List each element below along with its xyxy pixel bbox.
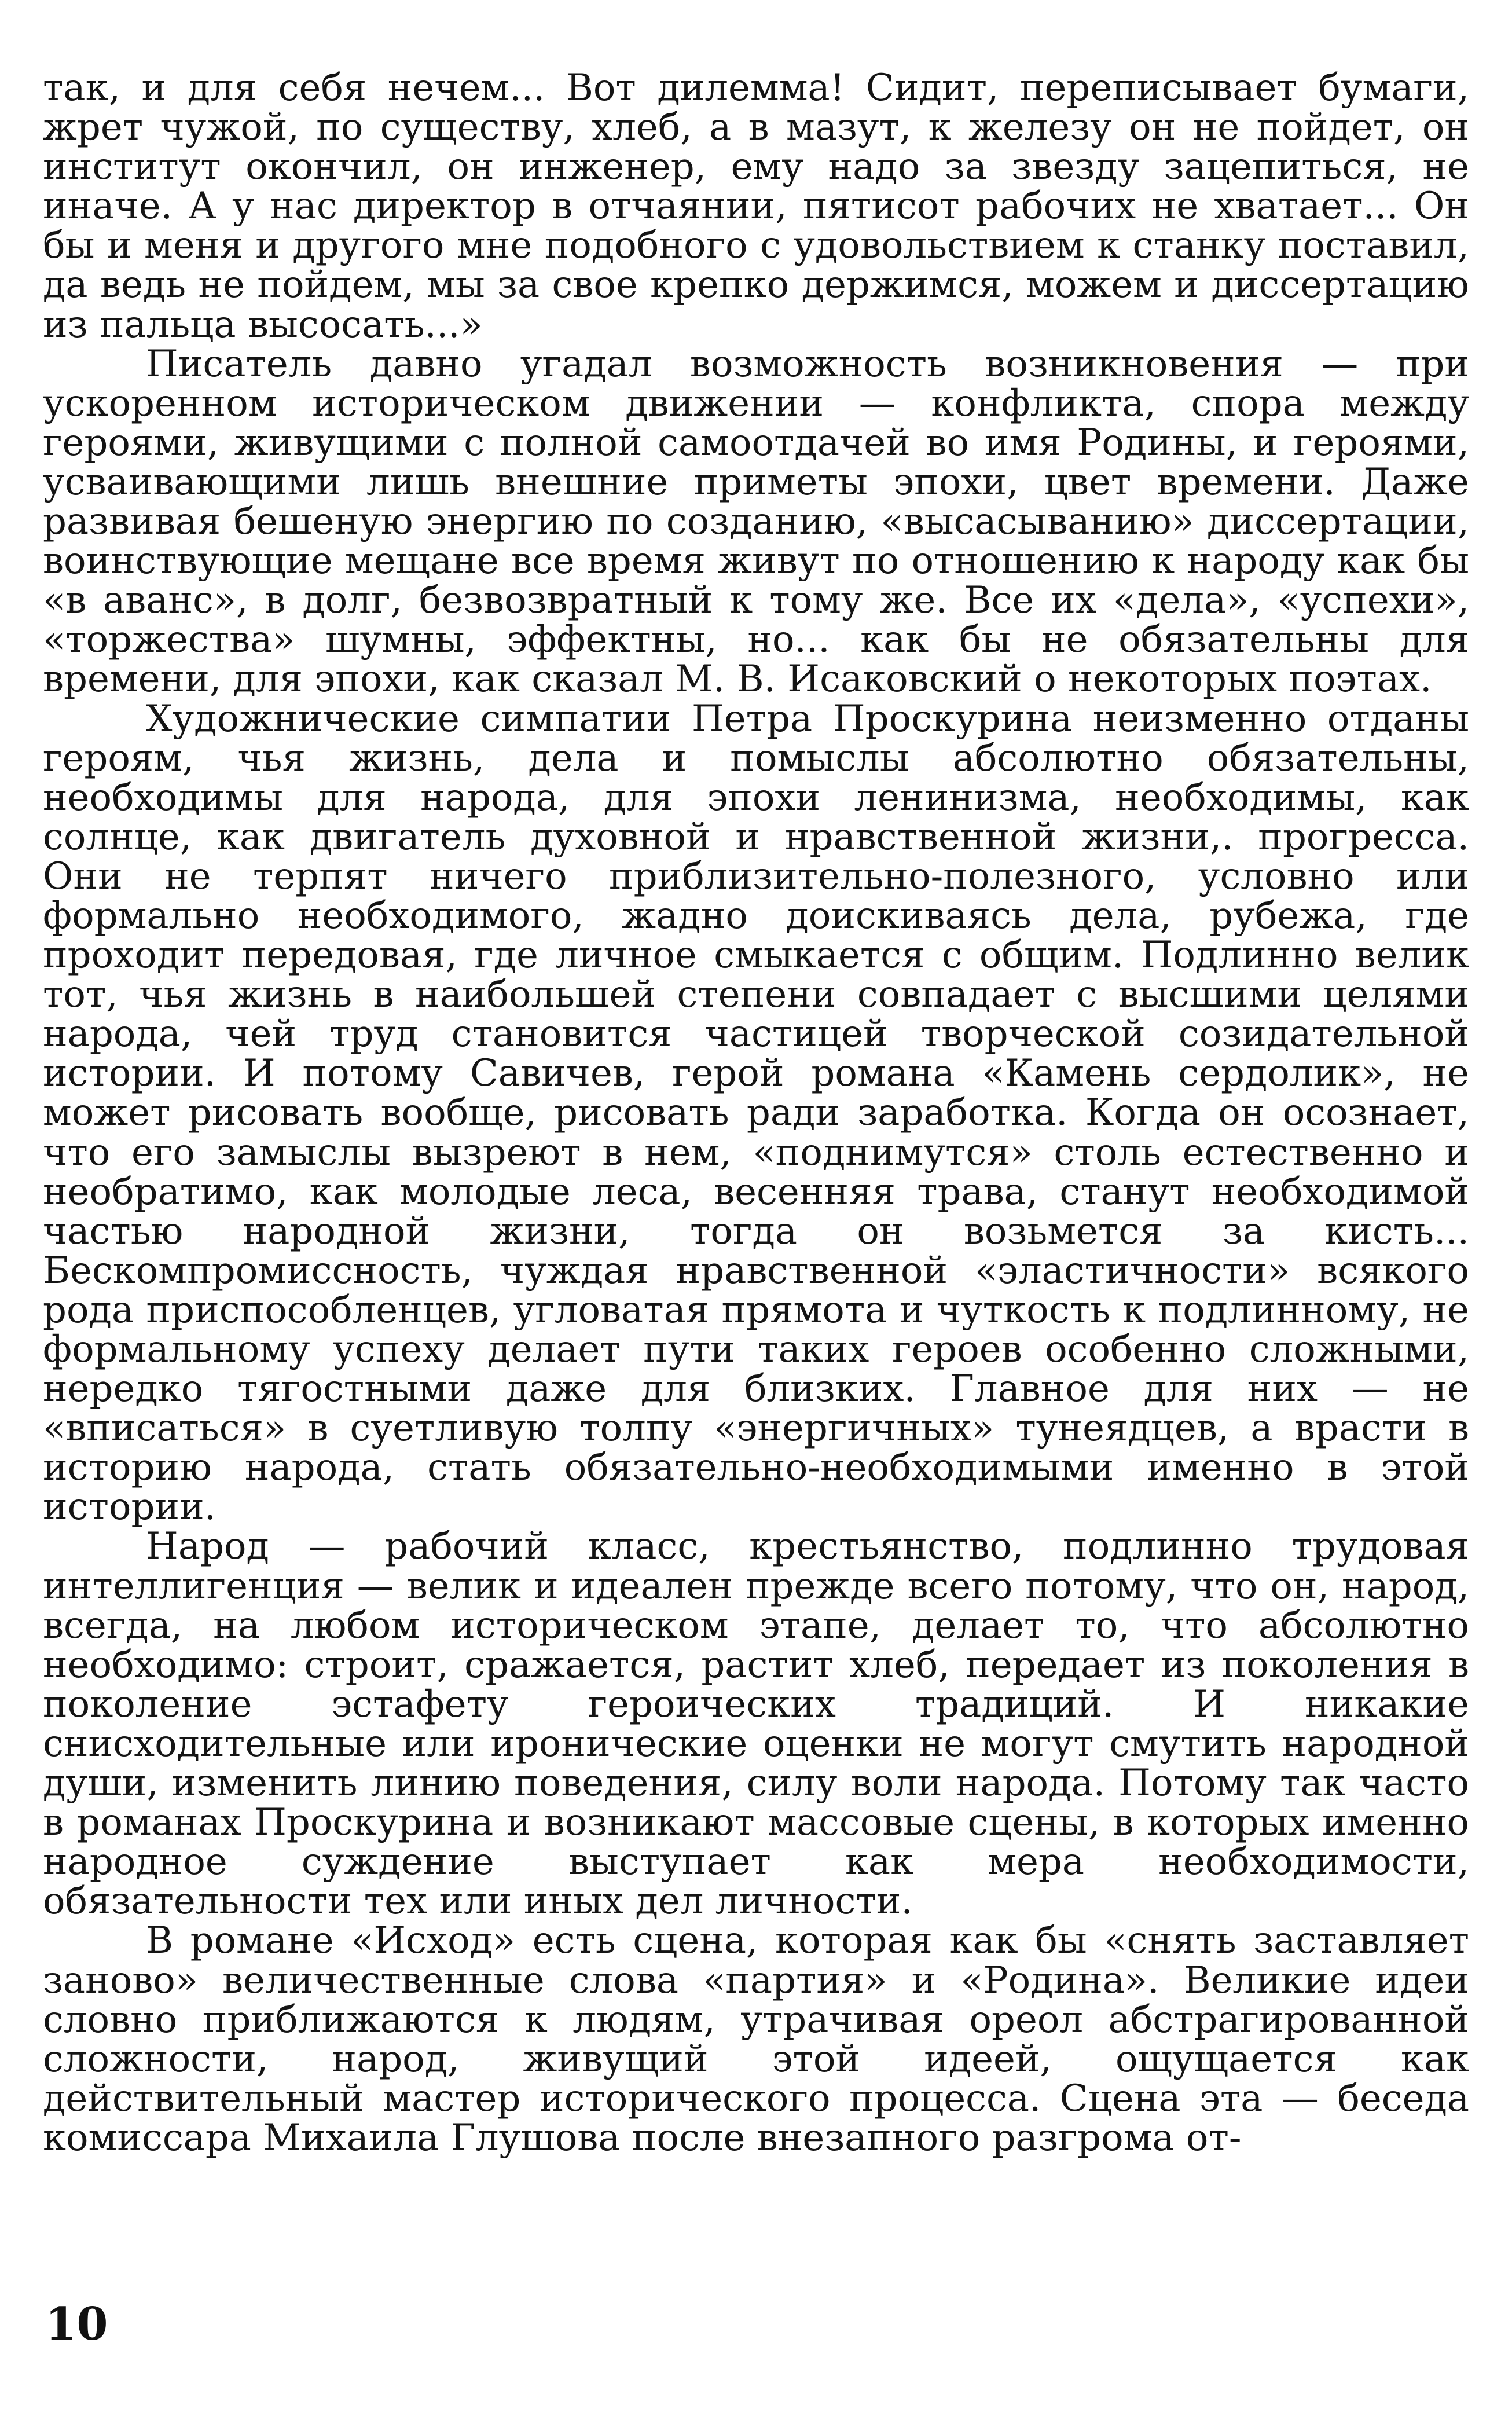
page-number: 10 (45, 2298, 108, 2351)
paragraph-continuation: так, и для себя нечем... Вот дилемма! Сидит, переписывает бумаги, жрет чужой, по существу, хлеб, а в мазут, к железу он не пойдет, он институт окончил, он инженер, ему надо за звезду зацепиться, не иначе. А у нас директор в отчаянии, пятисот рабочих не хватает... Он бы и меня и другого мне подобного с удовольствием к станку поставил, да ведь не пойдем, мы за свое крепко держимся, можем и диссертацию из пальца высосать...» (43, 67, 1469, 346)
body-text (43, 68, 1469, 2158)
paragraph-exodus-novel: В романе «Исход» есть сцена, которая как бы «снять заставляет заново» величественные слова «партия» и «Родина». Великие идеи словно приближаются к людям, утрачивая ореол абстрагированной сложности, народ, живущий этой идеей, ощущается как действительный мастер исторического процесса. Сцена эта — беседа комиссара Михаила Глушова после внезапного разгрома от- (43, 1919, 1469, 2159)
paragraph-artistic-sympathies: Художнические симпатии Петра Проскурина неизменно отданы героям, чья жизнь, дела и помыслы абсолютно обязательны, необходимы для народа, для эпохи ленинизма, необходимы, как солнце, как двигатель духовной и нравственной жизни,. прогресса. Они не терпят ничего приблизительно-полезного, условно или формально необходимого, жадно доискиваясь дела, рубежа, где проходит передовая, где личное смыкается с общим. Подлинно велик тот, чья жизнь в наибольшей степени совпадает с высшими целями народа, чей труд становится частицей творческой созидательной истории. И потому Савичев, герой романа «Камень сердолик», не может рисовать вообще, рисовать ради заработка. Когда он осознает, что его замыслы вызреют в нем, «поднимутся» столь естественно и необратимо, как молодые леса, весенняя трава, станут необходимой частью народной жизни, тогда он возьмется за кисть... Бескомпромиссность, чуждая нравственной «эластичности» всякого рода приспособленцев, угловатая прямота и чуткость к подлинному, не формальному успеху делает пути таких героев особенно сложными, нередко тягостными даже для близких. Главное для них — не «вписаться» в суетливую толпу «энергичных» тунеядцев, а врасти в историю народа, стать обязательно-необходимыми именно в этой истории. (43, 697, 1469, 1529)
paragraph-people: Народ — рабочий класс, крестьянство, подлинно трудовая интеллигенция — велик и идеален прежде всего потому, что он, народ, всегда, на любом историческом этапе, делает то, что абсолютно необходимо: строит, сражается, растит хлеб, передает из поколения в поколение эстафету героических традиций. И никакие снисходительные или иронические оценки не могут смутить народной души, изменить линию поведения, силу воли народа. Потому так часто в романах Проскурина и возникают массовые сцены, в которых именно народное суждение выступает как мера необходимости, обязательности тех или иных дел личности. (43, 1525, 1469, 1923)
paragraph-writer-conflict: Писатель давно угадал возможность возникновения — при ускоренном историческом движении — конфликта, спора между героями, живущими с полной самоотдачей во имя Родины, и героями, усваивающими лишь внешние приметы эпохи, цвет времени. Даже развивая бешеную энергию по созданию, «высасыванию» диссертации, воинствующие мещане все время живут по отношению к народу как бы «в аванс», в долг, безвозвратный к тому же. Все их «дела», «успехи», «торжества» шумны, эффектны, но... как бы не обязательны для времени, для эпохи, как сказал М. В. Исаковский о некоторых поэтах. (43, 342, 1469, 701)
